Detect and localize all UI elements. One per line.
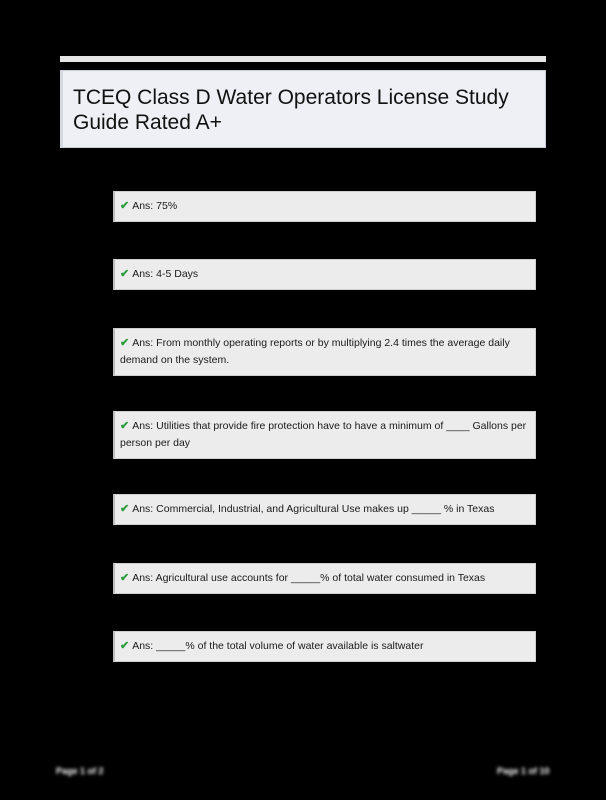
answer-box — [113, 259, 536, 290]
header-rule — [60, 56, 546, 62]
check-icon: ✔ — [120, 337, 130, 349]
answer-box — [113, 328, 536, 376]
footer-left-text: Page 1 of 2 — [56, 766, 104, 776]
answer-prefix: Ans: — [132, 337, 157, 349]
check-icon: ✔ — [120, 268, 130, 280]
check-icon: ✔ — [120, 420, 130, 432]
answer-prefix: Ans: — [132, 200, 157, 212]
answer-text: 75% — [156, 200, 178, 212]
answer-prefix: Ans: — [132, 640, 157, 652]
check-icon: ✔ — [120, 503, 130, 515]
answer-box — [113, 191, 536, 222]
check-icon: ✔ — [120, 572, 130, 584]
answer-prefix: Ans: — [132, 572, 156, 584]
answer-box — [113, 411, 536, 459]
answer-text: Agricultural use accounts for _____% of total water consumed in Texas — [155, 572, 486, 584]
answer-text: _____% of the total volume of water available is saltwater — [156, 640, 424, 652]
footer-page-number: Page 1 of 10 — [497, 766, 550, 776]
answer-text: Utilities that provide fire protection have to have a minimum of ____ Gallons per person per day — [120, 420, 527, 449]
answer-prefix: Ans: — [132, 503, 157, 515]
title-box — [60, 70, 546, 148]
answer-text: Commercial, Industrial, and Agricultural Use makes up _____ % in Texas — [156, 503, 495, 515]
answer-prefix: Ans: — [132, 420, 157, 432]
answer-text: From monthly operating reports or by multiplying 2.4 times the average daily demand on the system. — [120, 337, 510, 366]
answer-prefix: Ans: — [132, 268, 157, 280]
document-title: TCEQ Class D Water Operators License Study Guide Rated A+ — [73, 86, 509, 134]
check-icon: ✔ — [120, 640, 130, 652]
answer-text: 4-5 Days — [156, 268, 199, 280]
check-icon: ✔ — [120, 200, 130, 212]
answer-box — [113, 494, 536, 525]
answer-box — [113, 563, 536, 594]
answer-box — [113, 631, 536, 662]
